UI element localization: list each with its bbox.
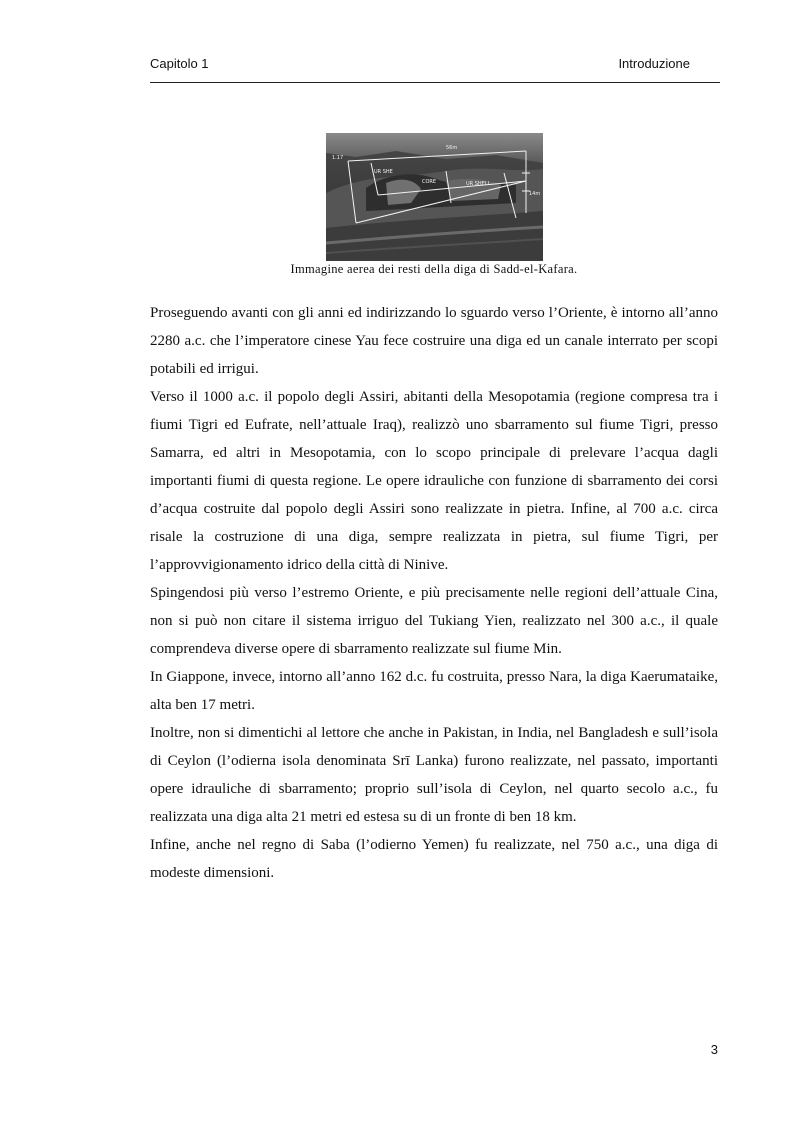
figure-label-height: 14m xyxy=(529,191,541,197)
figure-caption: Immagine aerea dei resti della diga di Sadd-el-Kafara. xyxy=(290,262,578,276)
paragraph: Spingendosi più verso l’estremo Oriente, e più precisamente nelle regioni dell’attuale Cina, non si può non citare il sistema irriguo del Tukiang Yien, realizzato nel 300 a.c., il quale comprendeva diverse opere di sbarramento realizzate sul fiume Min. xyxy=(150,585,718,657)
paragraph: Verso il 1000 a.c. il popolo degli Assiri, abitanti della Mesopotamia (regione compresa tra i fiumi Tigri ed Eufrate, nell’attuale Iraq), realizzò uno sbarramento sul fiume Tigri, presso Samarra, ed altri in Mesopotamia, con lo scopo principale di prelevare l’acqua dagli importanti fiumi di questa regione. Le opere idrauliche con funzione di sbarramento dei corsi d’acqua costruite dal popolo degli Assiri sono realizzate in pietra. Infine, al 700 a.c. circa risale la costruzione di una diga, sempre realizzata in pietra, sul fiume Tigri, per l’approvvigionamento idrico della città di Ninive. xyxy=(150,389,718,573)
figure-label-core: CORE xyxy=(422,179,437,185)
page-header xyxy=(150,56,720,83)
figure-label-right-shell: UR SHELL xyxy=(466,181,491,187)
figure-label-length: 56m xyxy=(446,145,458,151)
aerial-photo-sadd-el-kafara xyxy=(326,133,543,261)
chapter-label: Capitolo 1 xyxy=(150,56,209,71)
figure-label-slope: 1.17 xyxy=(332,155,344,161)
paragraph: Inoltre, non si dimentichi al lettore che anche in Pakistan, in India, nel Bangladesh e sull’isola di Ceylon (l’odierna isola denominata Srī Lanka) furono realizzate, nel passato, importanti opere idrauliche di sbarramento; proprio sull’isola di Ceylon, nel quarto secolo a.c., fu realizzata una diga alta 21 metri ed estesa su di un fronte di ben 18 km. xyxy=(150,725,718,825)
paragraph: In Giappone, invece, intorno all’anno 162 d.c. fu costruita, presso Nara, la diga Kaerumataike, alta ben 17 metri. xyxy=(150,669,718,713)
page-number: 3 xyxy=(710,1042,718,1057)
section-label: Introduzione xyxy=(618,56,690,71)
figure-label-left-shell: UR SHE xyxy=(374,169,393,175)
paragraph: Infine, anche nel regno di Saba (l’odierno Yemen) fu realizzate, nel 750 a.c., una diga di modeste dimensioni. xyxy=(150,837,718,881)
paragraph: Proseguendo avanti con gli anni ed indirizzando lo sguardo verso l’Oriente, è intorno all’anno 2280 a.c. che l’imperatore cinese Yau fece costruire una diga ed un canale interrato per scopi potabili ed irrigui. xyxy=(150,305,718,377)
body-text xyxy=(150,299,718,887)
